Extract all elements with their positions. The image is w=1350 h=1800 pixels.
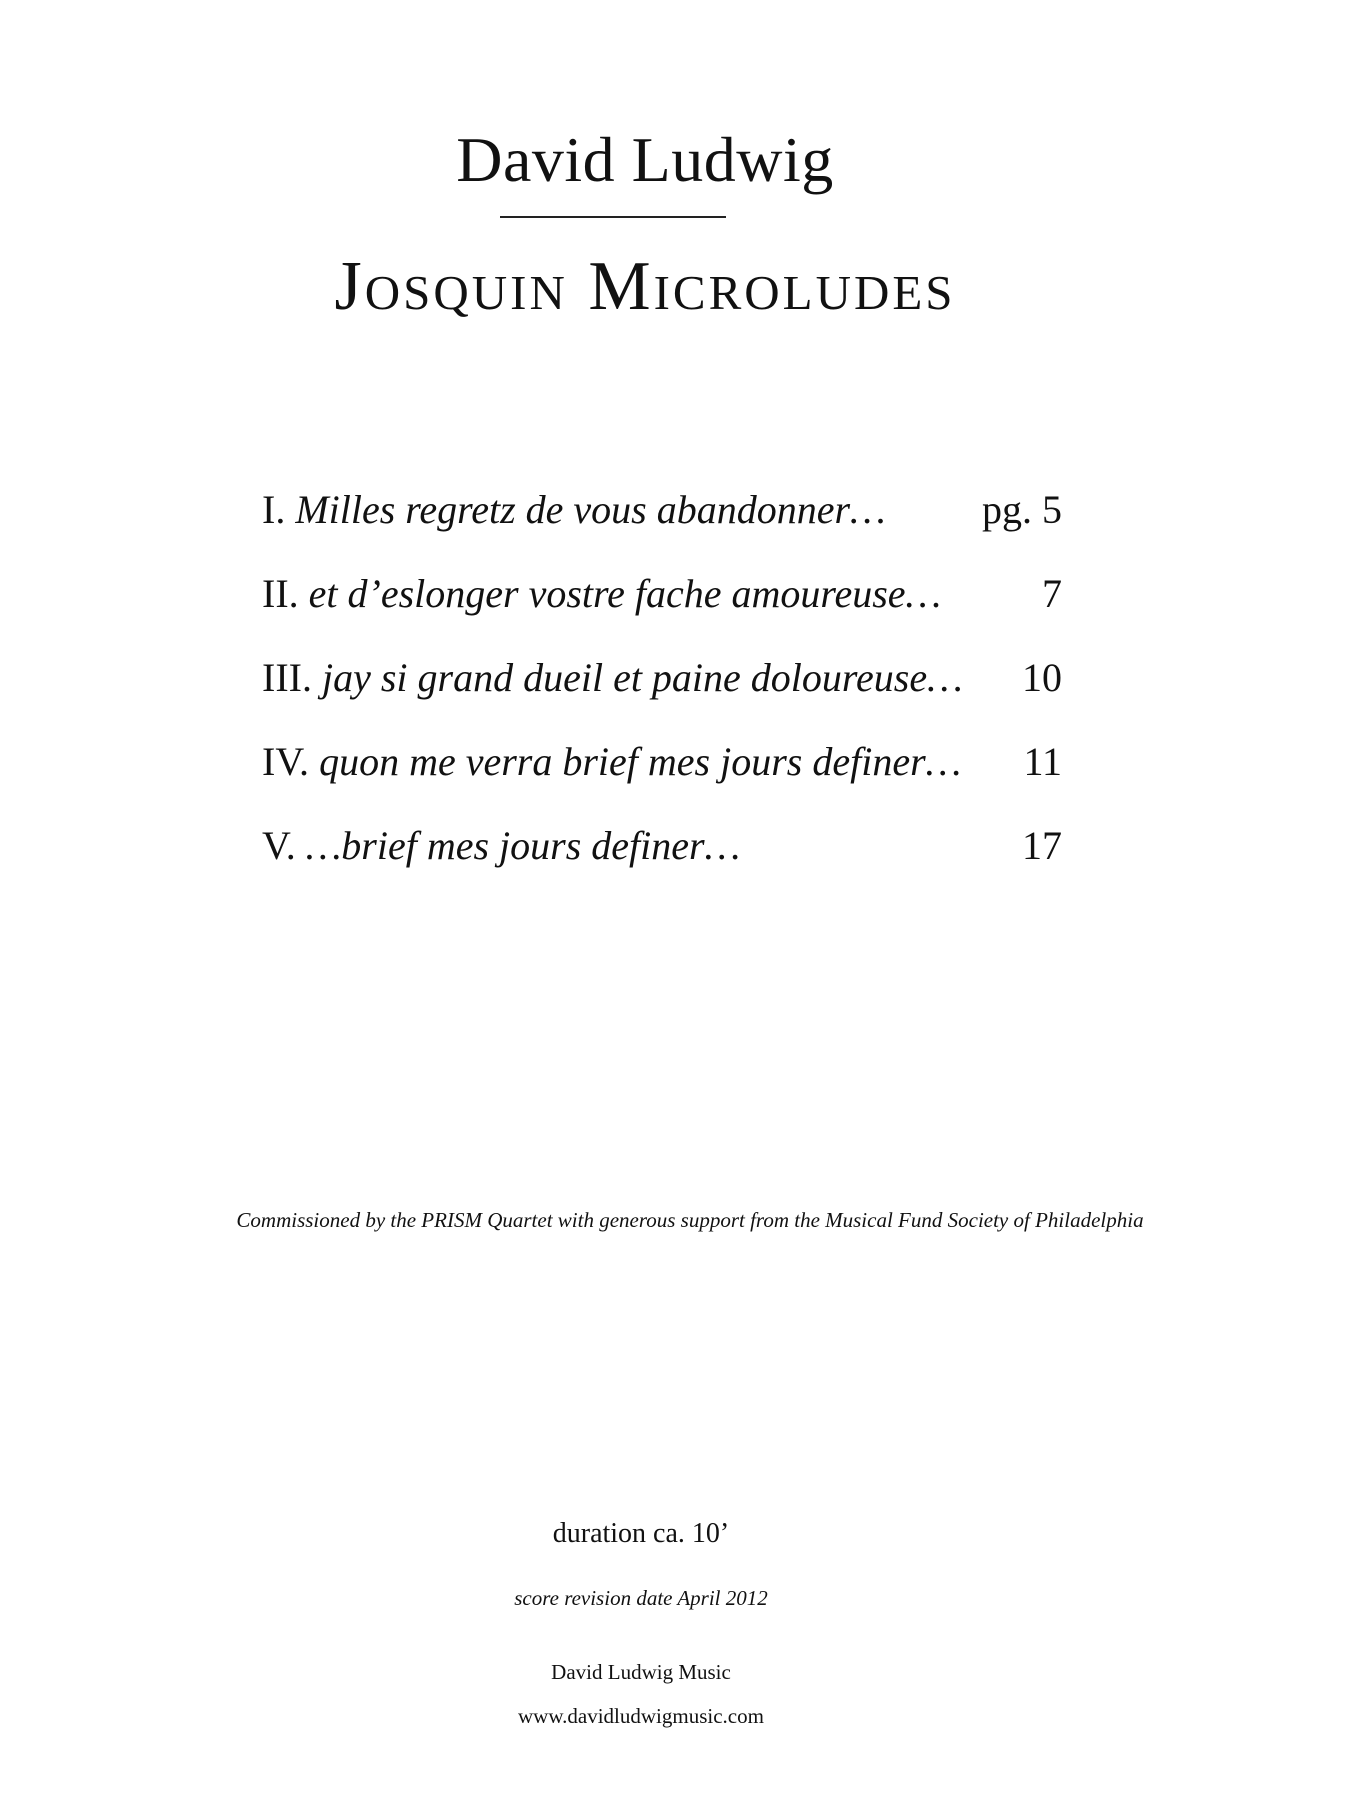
revision-date: score revision date April 2012 xyxy=(514,1586,768,1610)
table-of-contents xyxy=(262,480,1062,900)
page-number: pg. 5 xyxy=(982,487,1062,532)
toc-entry-1 xyxy=(262,480,1062,564)
movement-title: jay si grand dueil et paine doloureuse… xyxy=(321,655,963,700)
work-title: Josquin Microludes xyxy=(334,248,956,325)
duration-text: duration ca. 10’ xyxy=(552,1518,730,1549)
page-number: 7 xyxy=(1042,571,1062,616)
movement-title: quon me verra brief mes jours definer… xyxy=(319,739,962,784)
movement-numeral: IV. xyxy=(262,739,320,784)
commission-note: Commissioned by the PRISM Quartet with generous support from the Musical Fund Society of Philadelphia xyxy=(236,1208,1144,1232)
composer-name: David Ludwig xyxy=(456,124,834,195)
toc-entry-3 xyxy=(262,648,1062,732)
movement-title: et d’eslonger vostre fache amoureuse… xyxy=(308,571,942,616)
website-url: www.davidludwigmusic.com xyxy=(518,1704,764,1728)
toc-entry-5 xyxy=(262,816,1062,900)
toc-entry-4 xyxy=(262,732,1062,816)
movement-title: …brief mes jours definer… xyxy=(305,823,741,868)
toc-entry-2 xyxy=(262,564,1062,648)
page-number: 11 xyxy=(1023,739,1062,784)
movement-numeral: V. xyxy=(262,823,306,868)
title-divider xyxy=(500,216,726,218)
page-number: 17 xyxy=(1022,823,1062,868)
movement-title: Milles regretz de vous abandonner… xyxy=(295,487,886,532)
movement-numeral: I. xyxy=(262,487,296,532)
movement-numeral: III. xyxy=(262,655,322,700)
movement-numeral: II. xyxy=(262,571,309,616)
publisher-name: David Ludwig Music xyxy=(551,1660,731,1684)
page-number: 10 xyxy=(1022,655,1062,700)
